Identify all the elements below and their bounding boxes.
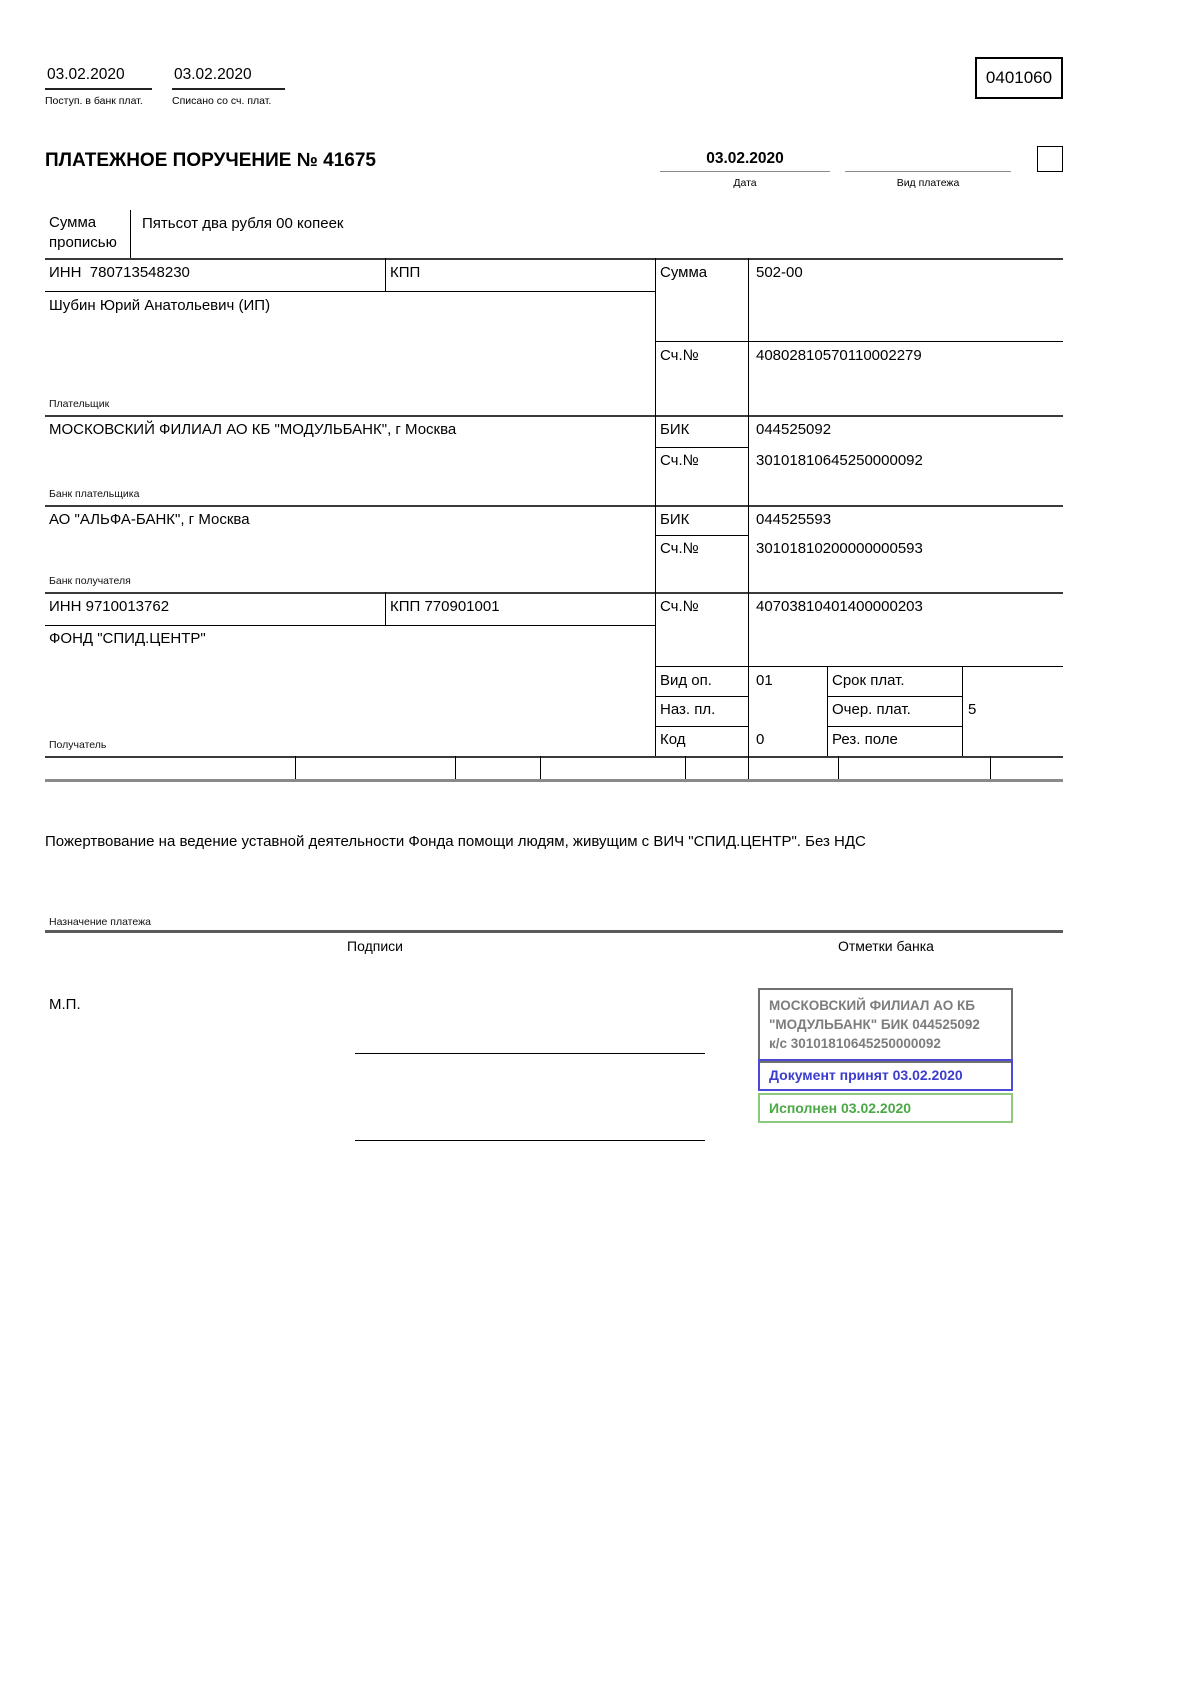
bank-stamp-line-3: к/с 30101810645250000092	[769, 1035, 941, 1051]
received-date-label: Поступ. в банк плат.	[45, 95, 143, 107]
table-hline	[45, 779, 1063, 782]
amount-in-words-value: Пятьсот два рубля 00 копеек	[142, 215, 344, 232]
table-vline	[685, 756, 686, 779]
payment-purpose-label: Назначение платежа	[49, 916, 151, 928]
received-date-value: 03.02.2020	[45, 66, 152, 90]
sum-label: Сумма	[660, 264, 708, 281]
table-vline	[385, 258, 386, 291]
document-title: ПЛАТЕЖНОЕ ПОРУЧЕНИЕ № 41675	[45, 150, 376, 171]
payer-inn: ИНН 780713548230	[49, 264, 190, 281]
receiver-bank-section-label: Банк получателя	[49, 575, 131, 587]
payer-account: 40802810570110002279	[756, 347, 922, 364]
table-hline	[655, 666, 1063, 667]
bank-stamp-box	[758, 988, 1013, 1063]
table-hline	[45, 505, 1063, 507]
amount-in-words-label: Сумма прописью	[49, 214, 117, 252]
table-hline	[655, 535, 748, 536]
debited-date-value: 03.02.2020	[172, 66, 285, 90]
table-hline	[45, 930, 1063, 933]
table-vline	[990, 756, 991, 779]
receiver-bank-account: 30101810200000000593	[756, 540, 923, 557]
received-date-field	[45, 66, 152, 107]
reserve-field-label: Рез. поле	[832, 731, 898, 748]
payment-type-value	[845, 150, 1011, 172]
receiver-account-label: Сч.№	[660, 598, 699, 615]
table-hline	[45, 592, 1063, 594]
table-vline	[748, 756, 749, 779]
table-vline	[455, 756, 456, 779]
payment-purpose-text: Пожертвование на ведение уставной деятельности Фонда помощи людям, живущим с ВИЧ "СПИД.ЦЕНТР". Без НДС	[45, 833, 866, 850]
purpose-code-label: Наз. пл.	[660, 701, 716, 718]
document-accepted-stamp: Документ принят 03.02.2020	[758, 1059, 1013, 1091]
payment-term-label: Срок плат.	[832, 672, 905, 689]
table-hline	[45, 258, 1063, 260]
payer-bank-bik: 044525092	[756, 421, 832, 438]
bank-marks-label: Отметки банка	[838, 938, 934, 954]
receiver-bank-name: АО "АЛЬФА-БАНК", г Москва	[49, 511, 250, 528]
payer-bank-bik-label: БИК	[660, 421, 690, 438]
op-type-value: 01	[756, 672, 773, 689]
table-hline	[655, 726, 748, 727]
payer-bank-account-label: Сч.№	[660, 452, 699, 469]
payment-type-label: Вид платежа	[896, 177, 960, 189]
payer-account-label: Сч.№	[660, 347, 699, 364]
table-hline	[655, 341, 1063, 342]
receiver-account: 40703810401400000203	[756, 598, 923, 615]
table-vline	[962, 666, 963, 756]
payment-type-checkbox	[1037, 146, 1063, 172]
payer-section-label: Плательщик	[49, 398, 110, 410]
table-vline	[655, 258, 656, 756]
bank-stamp-line-1: МОСКОВСКИЙ ФИЛИАЛ АО КБ	[769, 998, 975, 1013]
table-vline	[130, 210, 131, 258]
table-vline	[827, 666, 828, 756]
table-hline	[655, 696, 748, 697]
table-hline	[45, 625, 655, 626]
debited-date-field	[172, 66, 285, 107]
receiver-section-label: Получатель	[49, 739, 107, 751]
table-vline	[838, 756, 839, 779]
payer-bank-section-label: Банк плательщика	[49, 488, 140, 500]
table-hline	[45, 415, 1063, 417]
debited-date-label: Списано со сч. плат.	[172, 95, 272, 107]
code-label: Код	[660, 731, 686, 748]
payer-bank-account: 30101810645250000092	[756, 452, 923, 469]
date-value: 03.02.2020	[660, 150, 830, 172]
payer-name: Шубин Юрий Анатольевич (ИП)	[49, 297, 271, 314]
table-hline	[655, 447, 748, 448]
table-hline	[45, 291, 655, 292]
priority-label: Очер. плат.	[832, 701, 911, 718]
signatures-label: Подписи	[347, 938, 403, 954]
signature-line-1	[355, 1053, 705, 1054]
table-vline	[295, 756, 296, 779]
sum-value: 502-00	[756, 264, 803, 281]
table-vline	[385, 592, 386, 625]
document-executed-stamp: Исполнен 03.02.2020	[758, 1093, 1013, 1123]
payer-bank-name: МОСКОВСКИЙ ФИЛИАЛ АО КБ "МОДУЛЬБАНК", г Москва	[49, 421, 457, 438]
code-value: 0	[756, 731, 765, 748]
payer-kpp: КПП	[390, 264, 421, 281]
signature-line-2	[355, 1140, 705, 1141]
priority-value: 5	[968, 701, 977, 718]
date-label: Дата	[733, 177, 757, 189]
payment-type-field	[845, 150, 1011, 189]
receiver-bank-bik: 044525593	[756, 511, 832, 528]
receiver-kpp: КПП 770901001	[390, 598, 500, 615]
form-code-box: 0401060	[975, 57, 1063, 99]
mp-stamp-place-label: М.П.	[49, 996, 81, 1013]
table-hline	[827, 726, 962, 727]
date-field	[660, 150, 830, 189]
receiver-inn: ИНН 9710013762	[49, 598, 170, 615]
receiver-name: ФОНД "СПИД.ЦЕНТР"	[49, 630, 206, 647]
table-vline	[540, 756, 541, 779]
op-type-label: Вид оп.	[660, 672, 712, 689]
table-hline	[45, 756, 1063, 758]
bank-stamp-line-2: "МОДУЛЬБАНК" БИК 044525092	[769, 1016, 980, 1032]
receiver-bank-bik-label: БИК	[660, 511, 690, 528]
receiver-bank-account-label: Сч.№	[660, 540, 699, 557]
table-hline	[827, 696, 962, 697]
table-vline	[748, 258, 749, 756]
